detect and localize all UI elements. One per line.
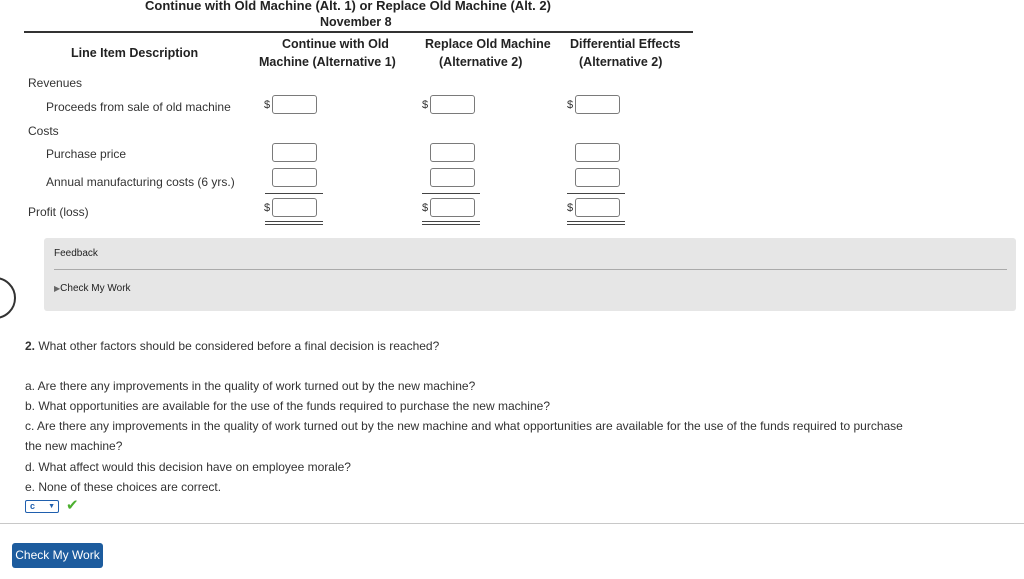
col-header-alt1-line2: Machine (Alternative 1)	[259, 55, 396, 69]
table-title: Continue with Old Machine (Alt. 1) or Replace Old Machine (Alt. 2)	[145, 0, 551, 13]
option-a: a. Are there any improvements in the quality of work turned out by the new machine?	[25, 379, 476, 393]
row-label-profit: Profit (loss)	[28, 205, 89, 219]
triangle-right-icon: ▶	[54, 284, 61, 293]
proceeds-alt1-input[interactable]	[272, 95, 317, 114]
proceeds-diff-input[interactable]	[575, 95, 620, 114]
question2-prompt	[25, 339, 439, 353]
proceeds-alt2-input[interactable]	[430, 95, 475, 114]
currency-symbol: $	[567, 202, 574, 214]
footer-divider	[0, 523, 1024, 524]
currency-symbol: $	[264, 99, 271, 111]
col-header-line-item: Line Item Description	[71, 46, 199, 60]
option-e: e. None of these choices are correct.	[25, 480, 222, 494]
option-c: c. Are there any improvements in the quality of work turned out by the new machine and what opportunities are available for the use of the funds required to purchase	[25, 419, 903, 433]
option-d: d. What affect would this decision have on employee morale?	[25, 460, 351, 474]
title-rule	[24, 31, 693, 33]
total-double-rule-diff	[567, 224, 625, 225]
row-label-purchase-price: Purchase price	[46, 147, 127, 161]
purchase-price-diff-input[interactable]	[575, 143, 620, 162]
subtotal-rule-alt2	[422, 193, 480, 194]
total-double-rule-alt1	[265, 221, 323, 222]
row-label-revenues: Revenues	[28, 76, 83, 90]
currency-symbol: $	[422, 202, 429, 214]
col-header-alt2-line1: Replace Old Machine	[425, 37, 551, 51]
option-b: b. What opportunities are available for the use of the funds required to purchase the new machine?	[25, 399, 550, 413]
page-marker-icon	[0, 277, 16, 319]
col-header-alt2-line2: (Alternative 2)	[439, 55, 523, 69]
annual-costs-alt2-input[interactable]	[430, 168, 475, 187]
annual-costs-alt1-input[interactable]	[272, 168, 317, 187]
feedback-check-link: Check My Work	[60, 283, 131, 294]
total-double-rule-alt1	[265, 224, 323, 225]
currency-symbol: $	[422, 99, 429, 111]
row-label-costs: Costs	[28, 124, 59, 138]
chevron-down-icon: ▼	[48, 503, 55, 510]
profit-alt2-input[interactable]	[430, 198, 475, 217]
total-double-rule-alt2	[422, 221, 480, 222]
subtotal-rule-alt1	[265, 193, 323, 194]
annual-costs-diff-input[interactable]	[575, 168, 620, 187]
profit-diff-input[interactable]	[575, 198, 620, 217]
total-double-rule-alt2	[422, 224, 480, 225]
purchase-price-alt1-input[interactable]	[272, 143, 317, 162]
col-header-diff-line1: Differential Effects	[570, 37, 681, 51]
col-header-alt1-line1: Continue with Old	[282, 37, 389, 51]
feedback-check-my-work-toggle[interactable]	[54, 283, 131, 294]
currency-symbol: $	[567, 99, 574, 111]
row-label-proceeds: Proceeds from sale of old machine	[46, 100, 231, 114]
total-double-rule-diff	[567, 221, 625, 222]
feedback-panel	[44, 238, 1016, 311]
col-header-diff-line2: (Alternative 2)	[579, 55, 663, 69]
table-date: November 8	[320, 15, 392, 29]
question2-text: What other factors should be considered before a final decision is reached?	[38, 339, 440, 353]
checkmark-icon: ✔	[66, 497, 79, 514]
question2-number: 2.	[25, 339, 36, 353]
feedback-divider	[54, 269, 1007, 270]
profit-alt1-input[interactable]	[272, 198, 317, 217]
answer-select[interactable]	[25, 500, 59, 513]
feedback-label: Feedback	[54, 248, 98, 259]
option-c-continued: the new machine?	[25, 439, 123, 453]
purchase-price-alt2-input[interactable]	[430, 143, 475, 162]
currency-symbol: $	[264, 202, 271, 214]
subtotal-rule-diff	[567, 193, 625, 194]
check-my-work-button[interactable]: Check My Work	[12, 543, 103, 568]
row-label-annual-costs: Annual manufacturing costs (6 yrs.)	[46, 175, 235, 189]
answer-selected-value: c	[30, 501, 36, 511]
